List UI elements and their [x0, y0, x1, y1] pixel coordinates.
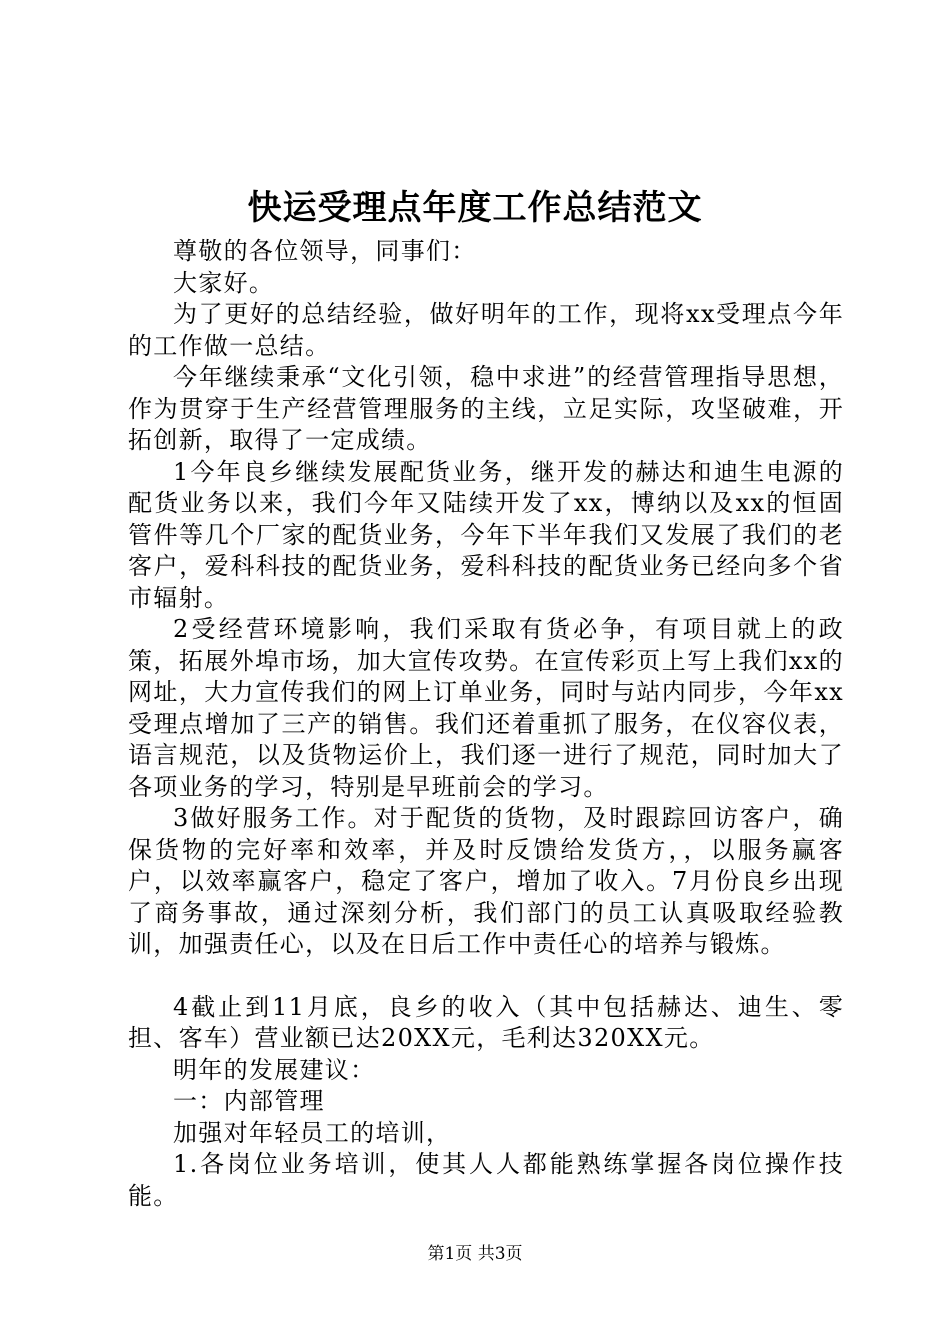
document-body: [128, 236, 844, 1212]
paragraph-item-2: 2受经营环境影响，我们采取有货必争，有项目就上的政策，拓展外埠市场，加大宣传攻势。在宣传彩页上写上我们xx的网址，大力宣传我们的网上订单业务，同时与站内同步，今年xx受理点增加了三产的销售。我们还着重抓了服务，在仪容仪表，语言规范，以及货物运价上，我们逐一进行了规范，同时加大了各项业务的学习，特别是早班前会的学习。: [128, 615, 844, 801]
paragraph-greeting: 大家好。: [173, 268, 275, 297]
paragraph-internal-management: 一：内部管理: [173, 1087, 325, 1115]
paragraph-philosophy: 今年继续秉承“文化引领，稳中求进”的经营管理指导思想，作为贯穿于生产经营管理服务的主线，立足实际，攻坚破难，开拓创新，取得了一定成绩。: [128, 363, 844, 454]
document-title: 快运受理点年度工作总结范文: [247, 188, 703, 228]
paragraph-salutation: 尊敬的各位领导，同事们：: [173, 237, 477, 265]
paragraph-training-item-1: 1.各岗位业务培训，使其人人都能熟练掌握各岗位操作技能。: [128, 1150, 844, 1210]
paragraph-intro: 为了更好的总结经验，做好明年的工作，现将xx受理点今年的工作做一总结。: [128, 300, 844, 360]
paragraph-training: 加强对年轻员工的培训，: [173, 1118, 452, 1147]
paragraph-item-1: 1今年良乡继续发展配货业务，继开发的赫达和迪生电源的配货业务以来，我们今年又陆续开发了xx，博纳以及xx的恒固管件等几个厂家的配货业务，今年下半年我们又发展了我们的老客户，爱科科技的配货业务，爱科科技的配货业务已经向多个省市辐射。: [128, 457, 844, 612]
paragraph-item-3: 3做好服务工作。对于配货的货物，及时跟踪回访客户，确保货物的完好率和效率，并及时反馈给发货方，，以服务赢客户，以效率赢客户，稳定了客户，增加了收入。7月份良乡出现了商务事故，通过深刻分析，我们部门的员工认真吸取经验教训，加强责任心，以及在日后工作中责任心的培养与锻炼。: [128, 804, 844, 958]
paragraph-item-4: 4截止到11月底，良乡的收入（其中包括赫达、迪生、零担、客车）营业额已达20XX元，毛利达320XX元。: [128, 992, 844, 1052]
page-number: 第1页 共3页: [427, 1244, 523, 1264]
paragraph-suggestions-heading: 明年的发展建议：: [173, 1055, 376, 1084]
